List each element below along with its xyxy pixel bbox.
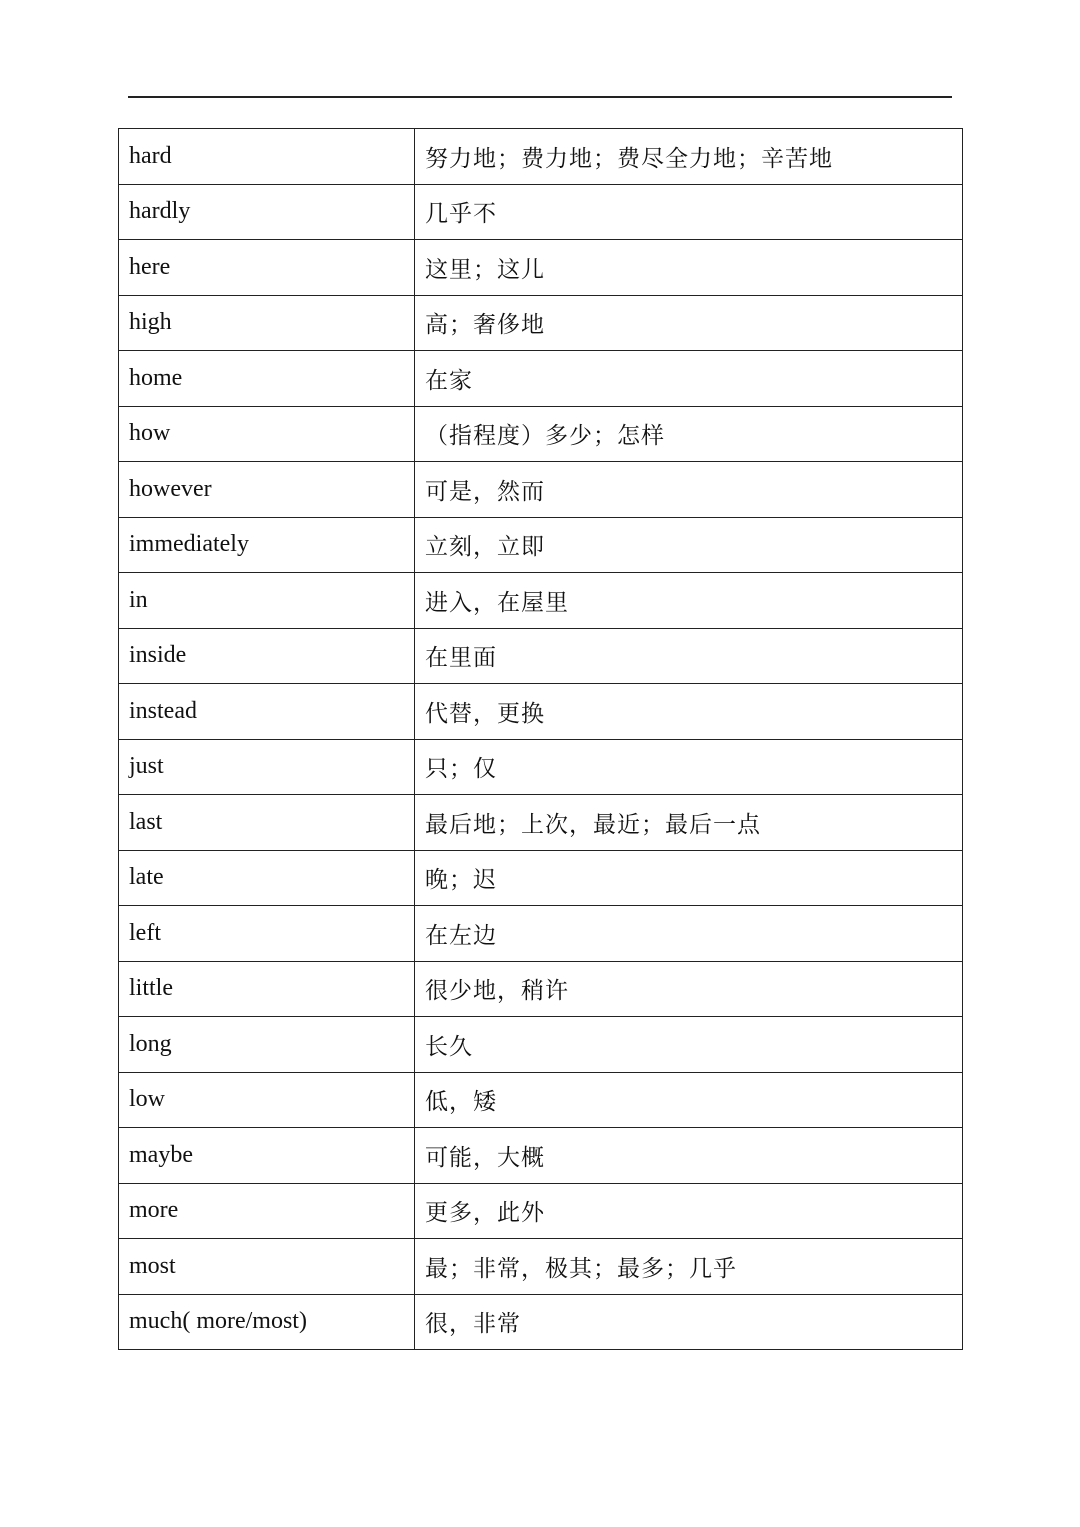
meaning-cell: 很，非常 xyxy=(415,1294,963,1350)
meaning-cell: 很少地，稍许 xyxy=(415,961,963,1017)
meaning-cell: 在家 xyxy=(415,351,963,407)
meaning-cell: 在左边 xyxy=(415,906,963,962)
word-cell: hardly xyxy=(119,184,415,240)
word-cell: little xyxy=(119,961,415,1017)
meaning-cell: 只；仅 xyxy=(415,739,963,795)
word-cell: late xyxy=(119,850,415,906)
header-rule xyxy=(128,96,952,98)
meaning-cell: 立刻，立即 xyxy=(415,517,963,573)
meaning-cell: 晚；迟 xyxy=(415,850,963,906)
table-row xyxy=(119,850,963,906)
word-cell: here xyxy=(119,240,415,296)
word-cell: left xyxy=(119,906,415,962)
meaning-cell: 进入，在屋里 xyxy=(415,573,963,629)
meaning-cell: 长久 xyxy=(415,1017,963,1073)
word-cell: last xyxy=(119,795,415,851)
vocabulary-table-body xyxy=(119,129,963,1350)
meaning-cell: 在里面 xyxy=(415,628,963,684)
word-cell: in xyxy=(119,573,415,629)
meaning-cell: 努力地；费力地；费尽全力地；辛苦地 xyxy=(415,129,963,185)
meaning-cell: 这里；这儿 xyxy=(415,240,963,296)
table-row xyxy=(119,517,963,573)
table-row xyxy=(119,1294,963,1350)
table-row xyxy=(119,295,963,351)
meaning-cell: 最后地；上次，最近；最后一点 xyxy=(415,795,963,851)
word-cell: maybe xyxy=(119,1128,415,1184)
word-cell: high xyxy=(119,295,415,351)
word-cell: more xyxy=(119,1183,415,1239)
meaning-cell: 高；奢侈地 xyxy=(415,295,963,351)
table-row xyxy=(119,628,963,684)
meaning-cell: （指程度）多少；怎样 xyxy=(415,406,963,462)
table-row xyxy=(119,906,963,962)
table-row xyxy=(119,240,963,296)
meaning-cell: 最；非常，极其；最多；几乎 xyxy=(415,1239,963,1295)
word-cell: how xyxy=(119,406,415,462)
word-cell: low xyxy=(119,1072,415,1128)
table-row xyxy=(119,1183,963,1239)
table-row xyxy=(119,795,963,851)
word-cell: inside xyxy=(119,628,415,684)
table-row xyxy=(119,129,963,185)
word-cell: instead xyxy=(119,684,415,740)
word-cell: just xyxy=(119,739,415,795)
table-row xyxy=(119,1239,963,1295)
meaning-cell: 低，矮 xyxy=(415,1072,963,1128)
table-row xyxy=(119,573,963,629)
table-row xyxy=(119,462,963,518)
table-row xyxy=(119,1072,963,1128)
meaning-cell: 可是，然而 xyxy=(415,462,963,518)
word-cell: hard xyxy=(119,129,415,185)
table-row xyxy=(119,406,963,462)
word-cell: most xyxy=(119,1239,415,1295)
table-row xyxy=(119,1017,963,1073)
word-cell: however xyxy=(119,462,415,518)
table-row xyxy=(119,1128,963,1184)
table-row xyxy=(119,684,963,740)
word-cell: long xyxy=(119,1017,415,1073)
table-row xyxy=(119,739,963,795)
word-cell: much( more/most) xyxy=(119,1294,415,1350)
meaning-cell: 几乎不 xyxy=(415,184,963,240)
word-cell: home xyxy=(119,351,415,407)
meaning-cell: 可能，大概 xyxy=(415,1128,963,1184)
meaning-cell: 更多，此外 xyxy=(415,1183,963,1239)
table-row xyxy=(119,184,963,240)
meaning-cell: 代替，更换 xyxy=(415,684,963,740)
vocabulary-table xyxy=(118,128,963,1350)
table-row xyxy=(119,351,963,407)
table-row xyxy=(119,961,963,1017)
word-cell: immediately xyxy=(119,517,415,573)
